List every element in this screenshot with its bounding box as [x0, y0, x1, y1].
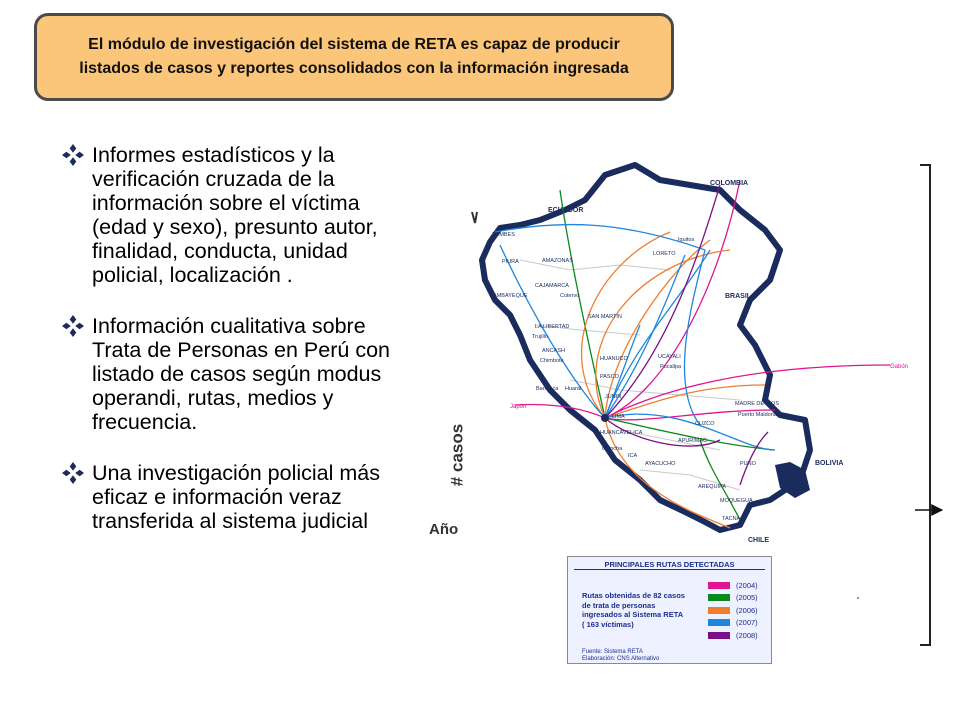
- region-label: JUNIN: [605, 394, 622, 400]
- region-label: LIMA: [612, 414, 625, 420]
- legend-description: Rutas obtenidas de 82 casos de trata de personas ingresados al Sistema RETA ( 163 víctimas): [582, 591, 685, 629]
- region-label: Chincha: [602, 446, 623, 452]
- region-label: AMAZONAS: [542, 258, 573, 264]
- legend-swatch: [708, 594, 730, 601]
- region-label: PIURA: [502, 259, 519, 265]
- axis-tick: [472, 212, 477, 223]
- region-label: CAJAMARCA: [535, 283, 569, 289]
- region-label: Barranca: [536, 386, 559, 392]
- legend-source: [582, 649, 659, 663]
- legend-swatch: [708, 582, 730, 589]
- country-label: ECUADOR: [548, 207, 584, 214]
- region-label: ANCASH: [542, 348, 565, 354]
- region-label: Iquitos: [678, 237, 695, 243]
- legend-item: [708, 579, 758, 592]
- legend-swatch: [708, 619, 730, 626]
- diamond-bullet-icon: [62, 462, 84, 484]
- region-label: MADRE DE DIOS: [735, 401, 780, 407]
- legend-item: [708, 629, 758, 642]
- external-label: Gabón: [890, 364, 909, 370]
- axis-bracket: [920, 165, 930, 645]
- region-label: Huaral: [565, 386, 582, 392]
- external-label: Japón: [510, 404, 527, 410]
- routes-legend: [567, 556, 772, 664]
- legend-label: (2008): [736, 630, 758, 640]
- region-label: SAN MARTIN: [588, 314, 622, 320]
- region-label: APURIMAC: [678, 438, 708, 444]
- legend-title: PRINCIPALES RUTAS DETECTADAS: [574, 560, 765, 570]
- region-label: Trujillo: [532, 334, 548, 340]
- bullet-list: [62, 143, 412, 560]
- legend-item: [708, 617, 758, 630]
- region-label: TACNA: [722, 516, 741, 522]
- region-label: AREQUIPA: [698, 484, 727, 490]
- bullet-item: [62, 461, 412, 533]
- region-label: Chimbote: [540, 358, 564, 364]
- country-label: BRASIL: [725, 293, 752, 300]
- region-label: PUNO: [740, 461, 756, 467]
- bullet-text: Información cualitativa sobre Trata de Personas en Perú con listado de casos según modus operandi, rutas, medios y frecuencia.: [92, 314, 390, 434]
- country-label: CHILE: [748, 537, 769, 544]
- legend-label: (2007): [736, 618, 758, 628]
- bullet-item: [62, 314, 412, 434]
- bullet-text: Una investigación policial más eficaz e información veraz transferida al sistema judicial: [92, 461, 381, 533]
- region-label: ICA: [628, 453, 638, 459]
- region-label: TUMBES: [492, 232, 515, 238]
- bullet-text: Informes estadísticos y la verificación cruzada de la información sobre el víctima (edad y sexo), presunto autor, finalidad, conducta, unidad policial, localización .: [92, 143, 378, 287]
- region-label: Cutervo: [560, 293, 580, 299]
- legend-credit-line: Elaboración: CNS Alternativo: [582, 656, 660, 662]
- region-label: Pucallpa: [660, 364, 682, 370]
- region-label: LORETO: [653, 251, 676, 257]
- legend-items: [708, 579, 758, 642]
- legend-label: (2004): [736, 580, 758, 590]
- region-label: LA LIBERTAD: [535, 324, 570, 330]
- info-callout: [34, 13, 674, 101]
- region-label: PASCO: [600, 374, 619, 380]
- bullet-item: [62, 143, 412, 287]
- region-label: HUANCAVELICA: [600, 430, 643, 436]
- small-dot: [857, 597, 859, 599]
- legend-swatch: [708, 607, 730, 614]
- region-label: UCAYALI: [658, 354, 681, 360]
- region-label: HUANUCO: [600, 356, 628, 362]
- legend-swatch: [708, 632, 730, 639]
- region-label: LAMBAYEQUE: [490, 293, 528, 299]
- legend-label: (2005): [736, 593, 758, 603]
- y-axis-label-text: # casos: [447, 423, 467, 487]
- x-axis-label: Año: [429, 521, 459, 538]
- country-label: COLOMBIA: [710, 180, 749, 187]
- lima-hub: [601, 414, 609, 422]
- region-label: AYACUCHO: [645, 461, 676, 467]
- region-label: CUZCO: [695, 421, 715, 427]
- legend-item: [708, 604, 758, 617]
- region-label: Puerto Maldonado: [738, 412, 783, 418]
- callout-text: El módulo de investigación del sistema de RETA es capaz de producir listados de casos y reportes consolidados con la información ingresada: [79, 36, 629, 77]
- country-label: BOLIVIA: [815, 460, 844, 467]
- legend-item: [708, 592, 758, 605]
- legend-source-line: Fuente: Sistema RETA: [582, 649, 643, 655]
- diamond-bullet-icon: [62, 144, 84, 166]
- diamond-bullet-icon: [62, 315, 84, 337]
- region-label: MOQUEGUA: [720, 498, 753, 504]
- legend-label: (2006): [736, 605, 758, 615]
